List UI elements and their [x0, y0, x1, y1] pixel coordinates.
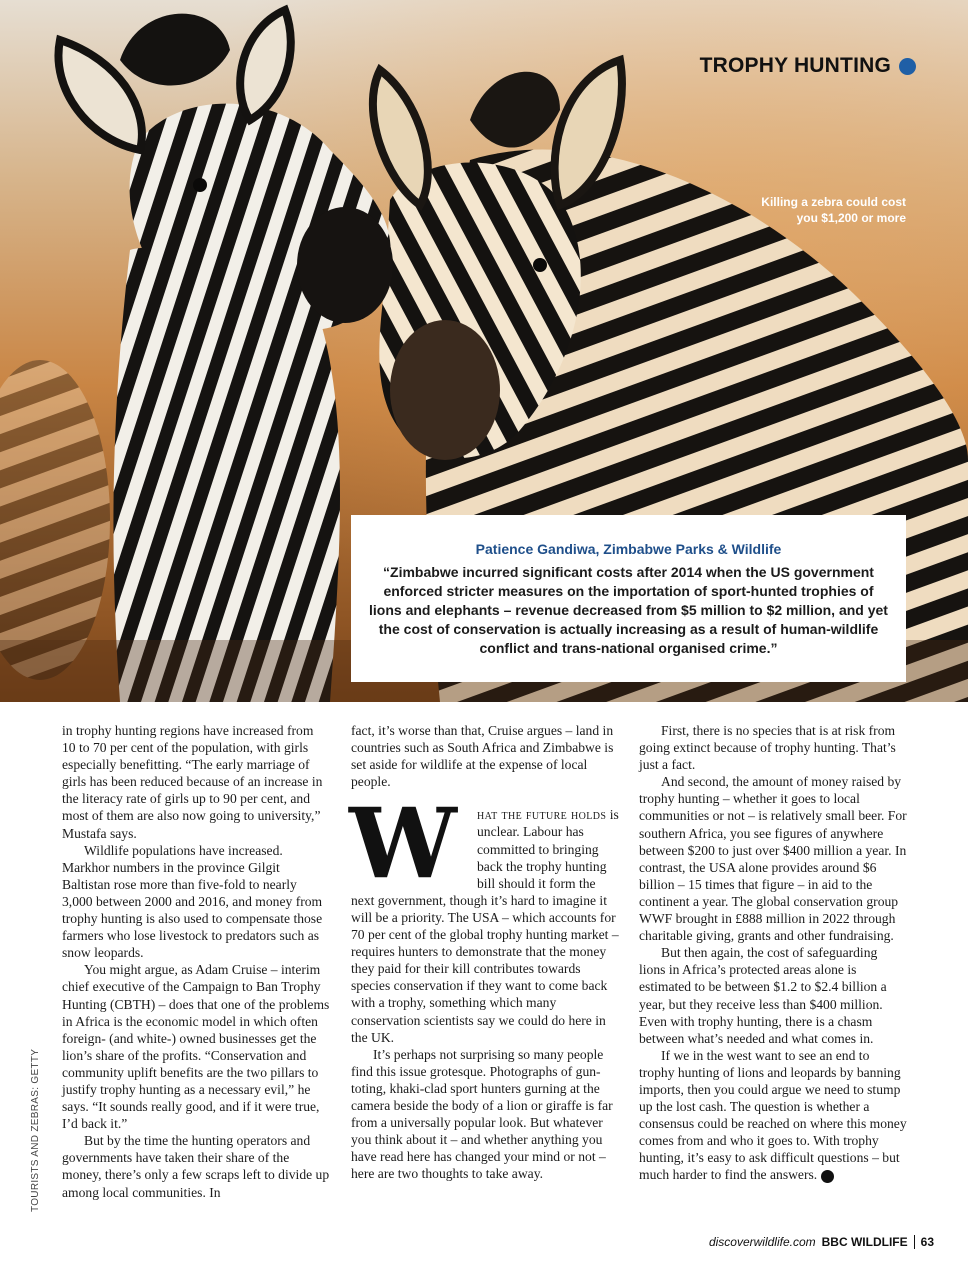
paragraph: But then again, the cost of safeguarding lions in Africa’s protected areas alone is estimated to be between $1.2 to $2.4 billion a year, but they receive less than $400 million. Even with trophy hunting, there is a chasm between what’s needed and what comes in. — [639, 945, 887, 1046]
paragraph: in trophy hunting regions have increased from 10 to 70 per cent of the population, with girls especially benefitting. “The early marriage of girls has been reduced because of an increase in the literacy rate of girls up to 90 per cent, and most of them are also now going to university,” Mustafa says. — [62, 723, 323, 841]
article-column-2 — [351, 722, 619, 1182]
photo-credit: TOURISTS AND ZEBRAS: GETTY — [30, 1048, 41, 1212]
paragraph: But by the time the hunting operators and governments have taken their share of the money, there’s only a few scraps left to divide up among local communities. In — [62, 1133, 330, 1200]
section-tag — [700, 54, 916, 78]
paragraph: You might argue, as Adam Cruise – interim chief executive of the Campaign to Ban Trophy Hunting (CBTH) – does that one of the problems in Africa is the economic model in which often foreign- (and white-) owned businesses get the lion’s share of the profits. “Conservation and community uplift benefits are the two pillars to justify trophy hunting as a necessary evil,” he says. “It sounds really good, and if it were true, I’d back it.” — [62, 962, 330, 1132]
pull-quote-box — [351, 515, 906, 682]
page-number: 63 — [920, 1235, 934, 1249]
lead-in: hat the future holds — [477, 807, 607, 823]
footer-brand: BBC WILDLIFE — [821, 1235, 908, 1249]
quote-text: “Zimbabwe incurred significant costs after 2014 when the US government enforced stricter measures on the importation of sport-hunted trophies of lions and elephants – revenue decreased from $5 million to $2 million, and yet the cost of conservation is actually increasing as a result of human-wildlife conflict and trans-national organised crime.” — [369, 564, 888, 656]
footer-divider — [914, 1235, 915, 1249]
paragraph — [639, 1047, 907, 1184]
end-mark-icon: W — [821, 1170, 834, 1183]
paragraph: Wildlife populations have increased. Markhor numbers in the province Gilgit Baltistan rose more than five-fold to nearly 3,000 between 2000 and 2016, and money from trophy hunting is also used to compensate those farmers who lose livestock to predators such as snow leopards. — [62, 842, 323, 961]
drop-cap: W — [349, 787, 451, 901]
page-footer — [709, 1235, 934, 1249]
paragraph-text: If we in the west want to see an end to trophy hunting of lions and leopards by banning imports, then you could argue we need to stump up the lost cash. The question is whether a consensus could be reached on where this money comes from and who it goes to. With trophy hunting, it’s easy to ask difficult questions – but much harder to find the answers. — [639, 1047, 907, 1183]
section-opening — [349, 787, 619, 1045]
paragraph: fact, it’s worse than that, Cruise argues – land in countries such as South Africa and Zimbabwe is set aside for wildlife at the expense of local people. — [351, 723, 614, 790]
article-column-3 — [639, 722, 907, 1184]
quote-attribution: Patience Gandiwa, Zimbabwe Parks & Wildlife — [475, 541, 782, 557]
paragraph: is unclear. Labour has committed to bringing back the trophy hunting bill should it form the next government, though it’s hard to imagine it will be a priority. The USA – which accounts for 70 per cent of the global trophy hunting market – requires hunters to demonstrate that the money they paid for their kill contributes towards species conservation if they want to come back with a trophy, something which many conservation scientists say we could do here in the UK. — [351, 807, 619, 1045]
section-dot-icon — [899, 58, 916, 75]
article-column-1 — [62, 722, 330, 1201]
paragraph: First, there is no species that is at risk from going extinct because of trophy hunting. That’s just a fact. — [639, 723, 896, 773]
section-title: TROPHY HUNTING — [699, 54, 891, 77]
photo-caption: Killing a zebra could cost you $1,200 or more — [761, 195, 906, 225]
paragraph: And second, the amount of money raised by trophy hunting – whether it goes to local communities or not – is relatively small beer. For southern Africa, you see figures of anywhere between $200 to just over $400 million a year. In contrast, the USA alone provides around $6 billion – 15 times that figure – in aid to the continent a year. The global conservation group WWF brought in £888 million in 2022 through charitable giving, grants and other fundraising. — [639, 774, 907, 944]
paragraph: It’s perhaps not surprising so many people find this issue grotesque. Photographs of gun-toting, khaki-clad sport hunters gurning at the camera beside the body of a lion or giraffe is far from a universally popular look. But whatever you think about it – and whether anything you have read here has changed your mind or not – here are two thoughts to take away. — [351, 1046, 613, 1182]
footer-website: discoverwildlife.com — [708, 1235, 816, 1249]
